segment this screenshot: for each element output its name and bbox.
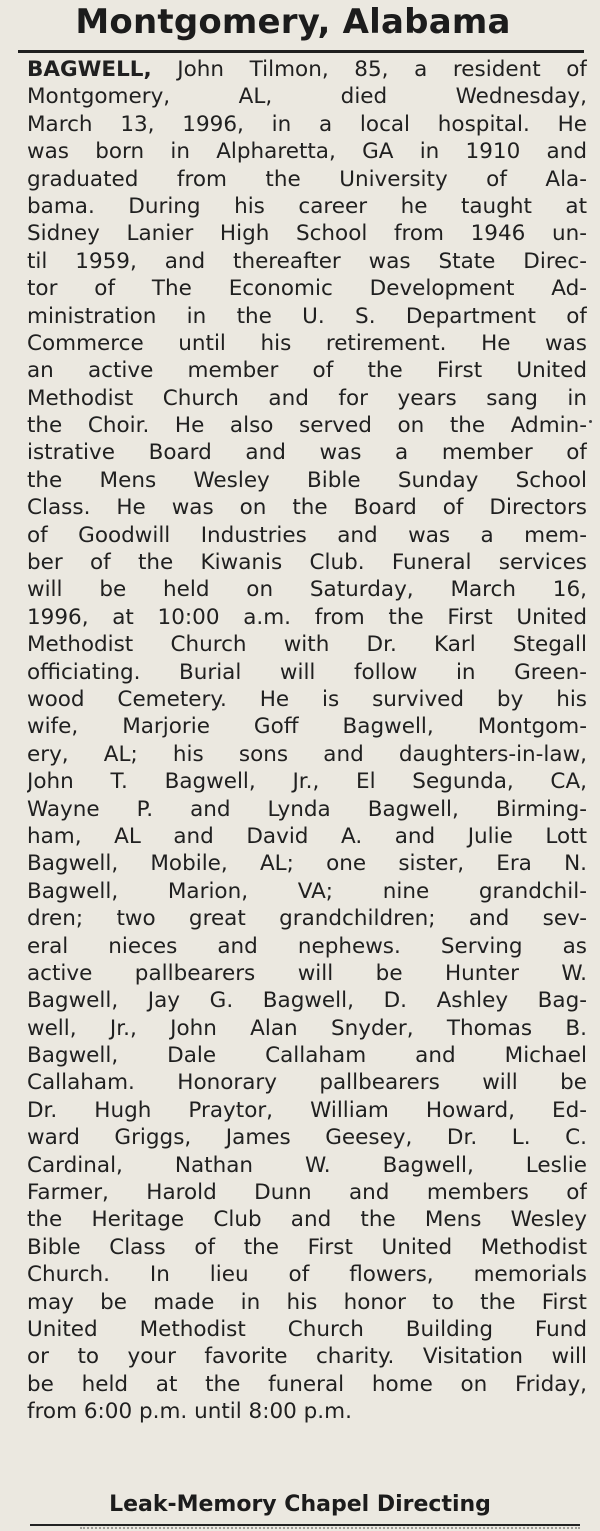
obituary-line-text: Bible Class of the First United Methodist: [27, 1234, 587, 1260]
obituary-line: [27, 412, 587, 439]
obituary-line: [27, 522, 587, 549]
obituary-line: [27, 823, 587, 850]
obituary-line: [27, 905, 587, 932]
obituary-line: [27, 439, 587, 466]
obituary-line-text: of Goodwill Industries and was a mem-: [27, 522, 587, 548]
obituary-line: [27, 220, 587, 247]
obituary-line-text: March 13, 1996, in a local hospital. He: [27, 111, 587, 137]
obituary-line: [27, 604, 587, 631]
obituary-line-text: Dr. Hugh Praytor, William Howard, Ed-: [27, 1097, 587, 1123]
obituary-line: [27, 1234, 587, 1261]
obituary-line-text: United Methodist Church Building Fund: [27, 1316, 587, 1342]
obituary-line-text: eral nieces and nephews. Serving as: [27, 933, 587, 959]
obituary-line: [27, 878, 587, 905]
obituary-line-text: Commerce until his retirement. He was: [27, 330, 587, 356]
obituary-line-text: active pallbearers will be Hunter W.: [27, 960, 587, 986]
obituary-line-text: from 6:00 p.m. until 8:00 p.m.: [27, 1399, 352, 1425]
obituary-line-text: Wayne P. and Lynda Bagwell, Birming-: [27, 796, 587, 822]
obituary-line-text: an active member of the First United: [27, 358, 587, 384]
obituary-line: [27, 1261, 587, 1288]
obituary-line: [27, 713, 587, 740]
deceased-surname: BAGWELL,: [27, 57, 152, 82]
obituary-line-text: Methodist Church and for years sang in: [27, 385, 587, 411]
obituary-line-text: was born in Alpharetta, GA in 1910 and: [27, 139, 587, 165]
obituary-line-text: the Mens Wesley Bible Sunday School: [27, 467, 587, 493]
obituary-line-text: Bagwell, Marion, VA; nine grandchil-: [27, 878, 587, 904]
obituary-line-text: Bagwell, Dale Callaham and Michael: [27, 1043, 587, 1069]
obituary-line-text: John Tilmon, 85, a resident of: [151, 57, 587, 82]
obituary-line: [27, 248, 587, 275]
obituary-line: [27, 1316, 587, 1343]
obituary-line: [27, 960, 587, 987]
funeral-home-credit: Leak-Memory Chapel Directing: [109, 1492, 491, 1517]
obituary-line: [27, 1289, 587, 1316]
obituary-line-text: be held at the funeral home on Friday,: [27, 1371, 587, 1397]
obituary-line-text: Bagwell, Mobile, AL; one sister, Era N.: [27, 851, 587, 877]
obituary-line-text: wood Cemetery. He is survived by his: [27, 686, 587, 712]
obituary-line-text: ery, AL; his sons and daughters-in-law,: [27, 741, 587, 767]
obituary-line: [27, 850, 587, 877]
obituary-line-text: or to your favorite charity. Visitation will: [27, 1344, 587, 1370]
obituary-line: [27, 1069, 587, 1096]
obituary-line: [27, 111, 587, 138]
page-title: Montgomery, Alabama: [75, 2, 511, 42]
obituary-line: [27, 1152, 587, 1179]
obituary-line-text: istrative Board and was a member of: [27, 440, 587, 466]
bottom-rule: [30, 1524, 580, 1526]
obituary-line: [27, 1398, 587, 1425]
obituary-line-text: graduated from the University of Ala-: [27, 166, 587, 192]
obituary-line-text: Methodist Church with Dr. Karl Stegall: [27, 632, 587, 658]
obituary-line-text: bama. During his career he taught at: [27, 193, 587, 219]
obituary-line-text: Montgomery, AL, died Wednesday,: [27, 84, 587, 110]
obituary-line-text: John T. Bagwell, Jr., El Segunda, CA,: [27, 769, 587, 795]
obituary-line: [27, 1124, 587, 1151]
obituary-line: [27, 1206, 587, 1233]
obituary-line-text: Farmer, Harold Dunn and members of: [27, 1180, 587, 1206]
obituary-line-text: ward Griggs, James Geesey, Dr. L. C.: [27, 1125, 587, 1151]
obituary-line-text: Callaham. Honorary pallbearers will be: [27, 1070, 587, 1096]
obituary-line: [27, 385, 587, 412]
obituary-line-text: tor of The Economic Development Ad-: [27, 276, 587, 302]
obituary-line: [27, 303, 587, 330]
obituary-line: [27, 467, 587, 494]
obituary-line: [27, 686, 587, 713]
obituary-line-text: Sidney Lanier High School from 1946 un-: [27, 221, 587, 247]
obituary-line-text: the Choir. He also served on the Admin-: [27, 413, 587, 439]
obituary-line: [27, 83, 587, 110]
obituary-line: [27, 987, 587, 1014]
obituary-line-text: will be held on Saturday, March 16,: [27, 577, 587, 603]
obituary-line: [27, 659, 587, 686]
obituary-line: [27, 1042, 587, 1069]
obituary-line: [27, 56, 587, 83]
obituary-line-text: ber of the Kiwanis Club. Funeral services: [27, 550, 587, 576]
obituary-line: [27, 1343, 587, 1370]
obituary-line: [27, 576, 587, 603]
obituary-line-text: may be made in his honor to the First: [27, 1289, 587, 1315]
obituary-line-text: ministration in the U. S. Department of: [27, 303, 587, 329]
obituary-line: [27, 741, 587, 768]
obituary-line-text: officiating. Burial will follow in Green-: [27, 659, 587, 685]
obituary-line-text: wife, Marjorie Goff Bagwell, Montgom-: [27, 714, 587, 740]
obituary-line-text: dren; two great grandchildren; and sev-: [27, 906, 587, 932]
obituary-line: [27, 357, 587, 384]
obituary-line: [27, 631, 587, 658]
obituary-line: [27, 494, 587, 521]
obituary-text: [27, 56, 587, 1426]
obituary-line-text: til 1959, and thereafter was State Direc-: [27, 248, 587, 274]
obituary-line: [27, 1097, 587, 1124]
clipped-next-column-edge: [80, 1527, 580, 1531]
obituary-line: [27, 193, 587, 220]
obituary-line-text: Cardinal, Nathan W. Bagwell, Leslie: [27, 1152, 587, 1178]
obituary-line: [27, 275, 587, 302]
obituary-line-text: well, Jr., John Alan Snyder, Thomas B.: [27, 1015, 587, 1041]
obituary-line: [27, 330, 587, 357]
obituary-line-text: Class. He was on the Board of Directors: [27, 495, 587, 521]
obituary-line: [27, 1179, 587, 1206]
obituary-line-text: Church. In lieu of flowers, memorials: [27, 1262, 587, 1288]
obituary-line: [27, 138, 587, 165]
obituary-line: [27, 166, 587, 193]
obituary-line-text: ham, AL and David A. and Julie Lott: [27, 823, 587, 849]
obituary-line: [27, 796, 587, 823]
obituary-line-text: Bagwell, Jay G. Bagwell, D. Ashley Bag-: [27, 988, 587, 1014]
obituary-line-text: 1996, at 10:00 a.m. from the First United: [27, 604, 587, 630]
obituary-line: [27, 933, 587, 960]
obituary-line: [27, 1015, 587, 1042]
obituary-line: [27, 768, 587, 795]
obituary-line: [27, 1371, 587, 1398]
headline-rule: [18, 50, 584, 53]
obituary-line: [27, 549, 587, 576]
obituary-line-text: the Heritage Club and the Mens Wesley: [27, 1207, 587, 1233]
print-speck: [589, 420, 592, 423]
